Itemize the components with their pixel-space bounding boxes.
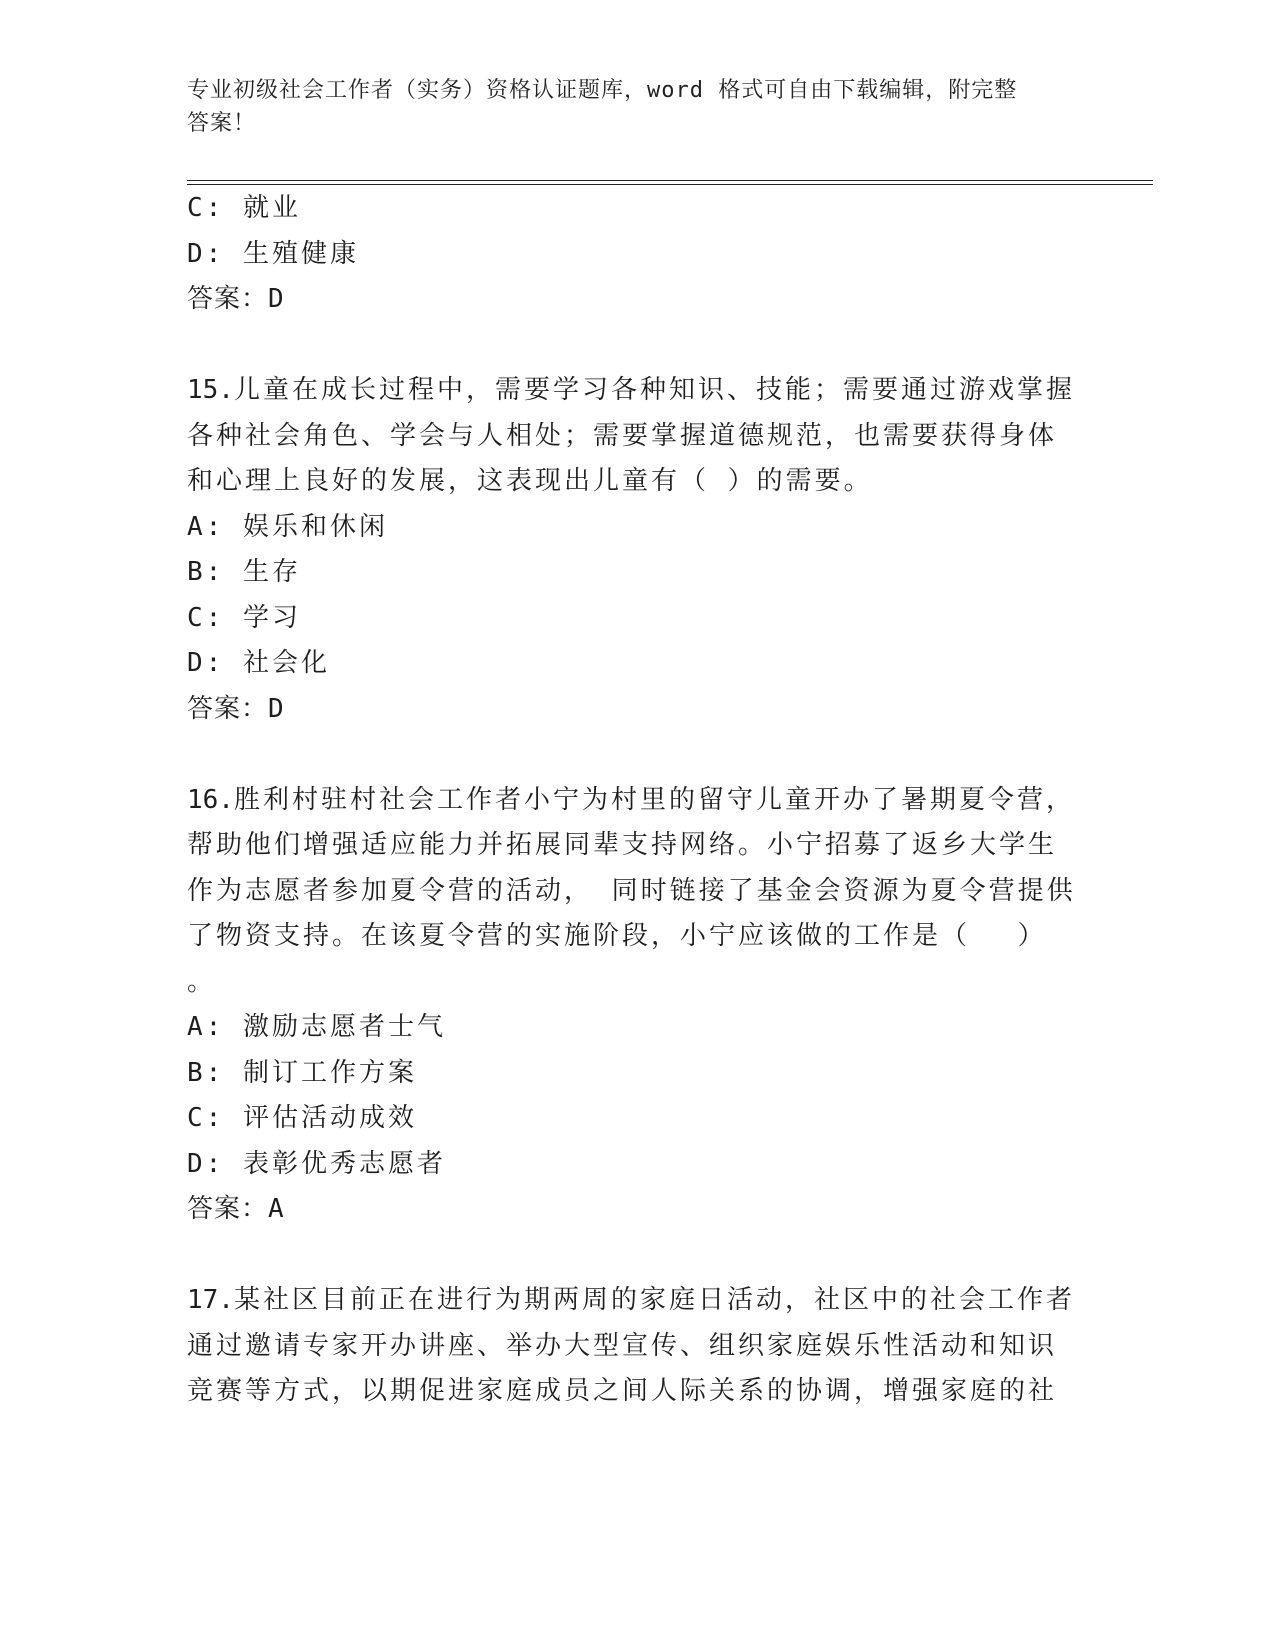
option-b: [187, 550, 1087, 596]
option-text: 表彰优秀志愿者: [242, 1148, 446, 1179]
question-17: [187, 1278, 1087, 1415]
question-15: [187, 368, 1087, 505]
option-letter: D:: [187, 238, 225, 269]
header-line-2: 答案！: [187, 111, 257, 136]
question-line: 17.某社区目前正在进行为期两周的家庭日活动，社区中的社会工作者: [187, 1285, 1075, 1315]
page-header: [187, 74, 1067, 140]
question-16: [187, 778, 1087, 1006]
option-letter: D:: [187, 1148, 225, 1179]
option-d: [187, 1142, 1087, 1188]
option-text: 生存: [242, 557, 301, 587]
question-line: 。: [187, 966, 217, 997]
header-rule-bottom: [187, 184, 1153, 185]
header-line-1: 专业初级社会工作者（实务）资格认证题库，word 格式可自由下载编辑，附完整: [187, 78, 1018, 103]
option-letter: C:: [187, 602, 225, 633]
option-text: 就业: [242, 193, 301, 223]
question-line: 竞赛等方式，以期促进家庭成员之间人际关系的协调，增强家庭的社: [187, 1376, 1058, 1406]
option-text: 制订工作方案: [242, 1057, 417, 1088]
question-number: 15.: [187, 375, 234, 405]
question-line: 各种社会角色、学会与人相处；需要掌握道德规范，也需要获得身体: [187, 420, 1058, 451]
question-line: 作为志愿者参加夏令营的活动， 同时链接了基金会资源为夏令营提供: [187, 875, 1076, 906]
option-c: [187, 186, 1087, 232]
option-text: 学习: [242, 602, 301, 633]
option-d: [187, 641, 1087, 687]
question-line: 帮助他们增强适应能力并拓展同辈支持网络。小宁招募了返乡大学生: [187, 830, 1058, 860]
option-c: [187, 596, 1087, 642]
question-line: 15.儿童在成长过程中，需要学习各种知识、技能；需要通过游戏掌握: [187, 375, 1075, 405]
question-line: 了物资支持。在该夏令营的实施阶段，小宁应该做的工作是（ ）: [187, 921, 1047, 951]
answer-line: 答案：D: [187, 693, 285, 724]
question-line: 和心理上良好的发展，这表现出儿童有（ ）的需要。: [187, 466, 873, 496]
question-line: 通过邀请专家开办讲座、举办大型宣传、组织家庭娱乐性活动和知识: [187, 1330, 1058, 1361]
answer-line: 答案：A: [187, 1194, 285, 1224]
option-text: 生殖健康: [242, 238, 359, 269]
option-letter: C:: [187, 193, 225, 223]
option-text: 社会化: [242, 648, 330, 678]
option-letter: C:: [187, 1103, 225, 1133]
option-a: [187, 505, 1087, 551]
option-text: 娱乐和休闲: [242, 511, 388, 542]
question-number: 16.: [187, 784, 234, 815]
header-rule-top: [187, 180, 1153, 181]
answer-line: 答案：D: [187, 284, 285, 314]
question-number: 17.: [187, 1285, 234, 1315]
option-letter: A:: [187, 511, 225, 542]
option-text: 激励志愿者士气: [242, 1012, 446, 1042]
option-letter: A:: [187, 1012, 225, 1042]
option-letter: B:: [187, 1057, 225, 1088]
question-content: [187, 186, 1087, 1415]
option-a: [187, 1005, 1087, 1051]
option-c: [187, 1096, 1087, 1142]
option-letter: D:: [187, 648, 225, 678]
option-d: [187, 232, 1087, 278]
question-line: 16.胜利村驻村社会工作者小宁为村里的留守儿童开办了暑期夏令营，: [187, 784, 1075, 815]
option-letter: B:: [187, 557, 225, 587]
option-b: [187, 1051, 1087, 1097]
option-text: 评估活动成效: [242, 1103, 417, 1133]
